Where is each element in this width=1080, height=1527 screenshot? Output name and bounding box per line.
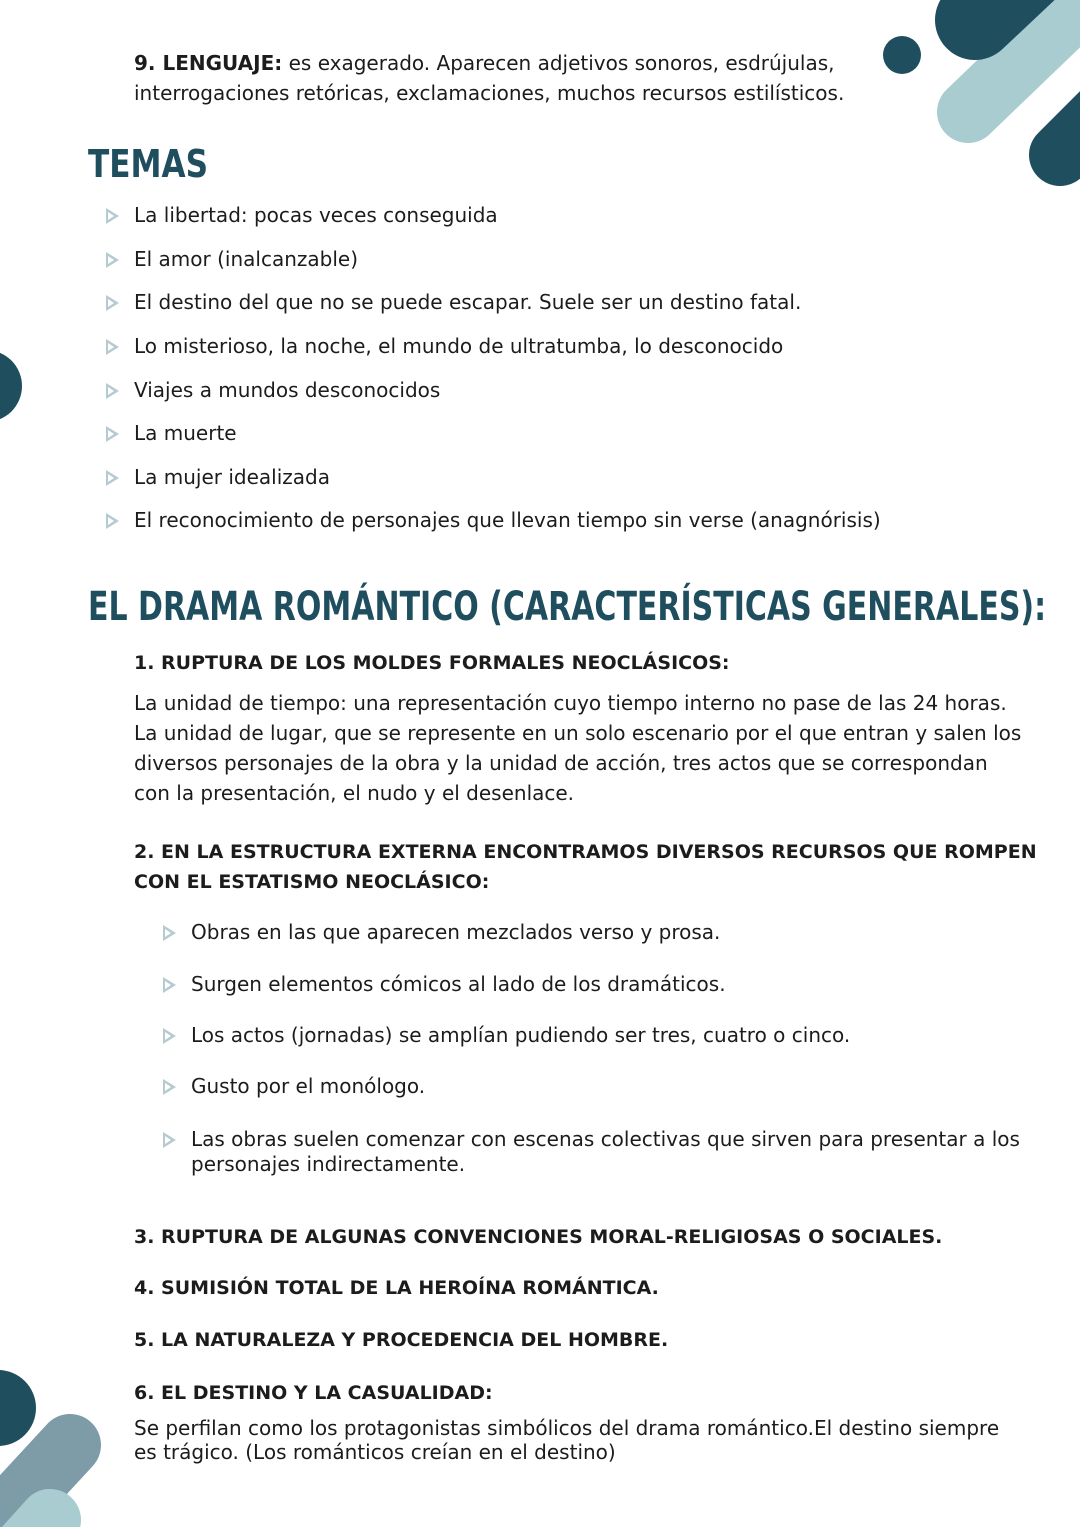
s1-line-2: La unidad de lugar, que se represente en un solo escenario por el que entran y salen los [134, 721, 1022, 745]
decor-dot [883, 36, 921, 74]
decor-bottom-left [0, 1370, 130, 1527]
s6-heading: 6. EL DESTINO Y LA CASUALIDAD: [134, 1382, 493, 1404]
s1-line-1: La unidad de tiempo: una representación cuyo tiempo interno no pase de las 24 horas. [134, 691, 1007, 715]
s3-heading: 3. RUPTURA DE ALGUNAS CONVENCIONES MORAL-RELIGIOSAS O SOCIALES. [134, 1226, 943, 1248]
s4-heading: 4. SUMISIÓN TOTAL DE LA HEROÍNA ROMÁNTICA. [134, 1277, 659, 1299]
s6-line-1: Se perfilan como los protagonistas simbólicos del drama romántico.El destino siempre [134, 1416, 1000, 1440]
lenguaje-line-1 [134, 48, 835, 78]
s6-line-2: es trágico. (Los románticos creían en el destino) [134, 1440, 616, 1464]
s1-heading: 1. RUPTURA DE LOS MOLDES FORMALES NEOCLÁSICOS: [134, 652, 730, 674]
decor-top-right [860, 0, 1080, 200]
s5-heading: 5. LA NATURALEZA Y PROCEDENCIA DEL HOMBRE. [134, 1329, 669, 1351]
s2-heading-2: CON EL ESTATISMO NEOCLÁSICO: [134, 871, 490, 893]
lenguaje-label: 9. LENGUAJE: [134, 51, 283, 75]
lenguaje-text: es exagerado. Aparecen adjetivos sonoros, esdrújulas, [282, 51, 835, 75]
s1-line-3: diversos personajes de la obra y la unidad de acción, tres actos que se correspondan [134, 751, 988, 775]
s1-line-4: con la presentación, el nudo y el desenlace. [134, 781, 575, 805]
drama-title: EL DRAMA ROMÁNTICO (CARACTERÍSTICAS GENERALES): [88, 584, 1047, 630]
temas-title: TEMAS [88, 142, 209, 186]
decor-left-half-circle [0, 350, 30, 430]
lenguaje-line-2: interrogaciones retóricas, exclamaciones, muchos recursos estilísticos. [134, 81, 845, 105]
s2-heading-1: 2. EN LA ESTRUCTURA EXTERNA ENCONTRAMOS DIVERSOS RECURSOS QUE ROMPEN [134, 841, 1037, 863]
s2-item5-line-2: personajes indirectamente. [191, 1152, 466, 1176]
